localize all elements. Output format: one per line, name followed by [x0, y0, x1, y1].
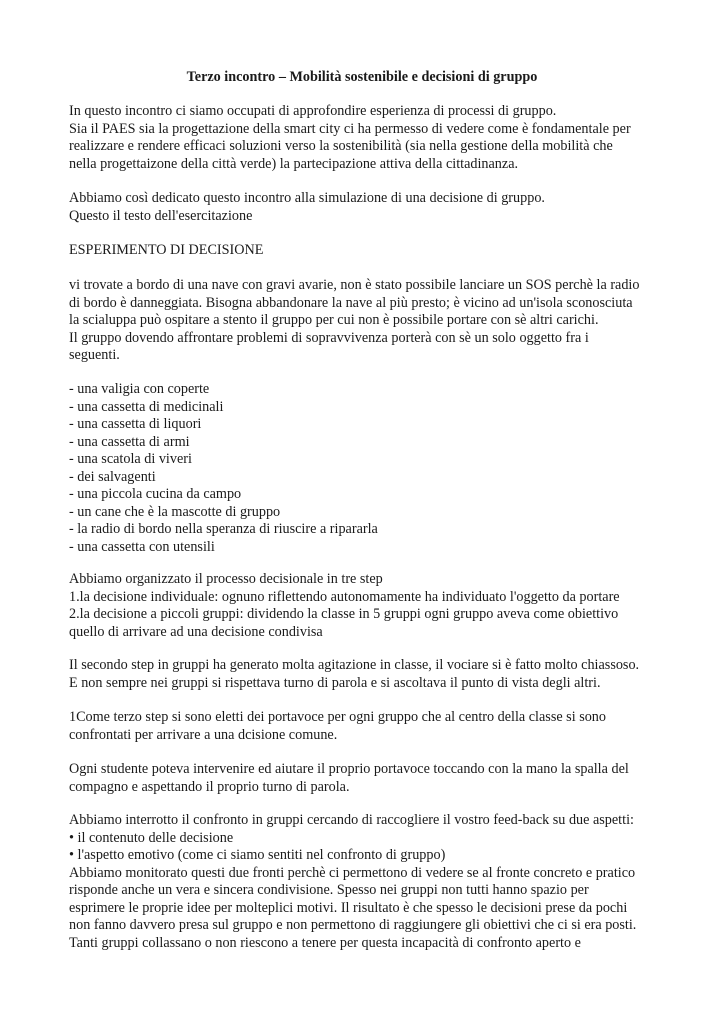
text-line: • il contenuto delle decisione [69, 829, 234, 846]
intro-paragraph [69, 103, 669, 173]
heading-text: ESPERIMENTO DI DECISIONE [69, 242, 264, 258]
text-line: realizzare e rendere efficaci soluzioni verso la sostenibilità (sia nella gestione della mobilità che [69, 138, 613, 154]
text-line: Abbiamo monitorato questi due fronti perchè ci permettono di vedere se al fronte concreto e pratico [69, 864, 636, 881]
text-line: Abbiamo così dedicato questo incontro alla simulazione di una decisione di gruppo. [69, 190, 545, 206]
list-item: - un cane che è la mascotte di gruppo [69, 503, 281, 520]
list-item: - una scatola di viveri [69, 451, 192, 467]
text-line: In questo incontro ci siamo occupati di approfondire esperienza di processi di gruppo. [69, 103, 557, 119]
text-line: non fanno davvero presa sul gruppo e non permettono di raggiungere gli obiettivi che ci si era posti. [69, 917, 637, 933]
text-line: compagno e aspettando il proprio turno di parola. [69, 778, 350, 795]
text-line: confrontati per arrivare a una dcisione comune. [69, 726, 338, 743]
list-item: - dei salvagenti [69, 468, 156, 485]
text-line: Ogni studente poteva intervenire ed aiutare il proprio portavoce toccando con la mano la spalla del [69, 761, 629, 777]
document-title: Terzo incontro – Mobilità sostenibile e decisioni di gruppo [186, 69, 538, 85]
students-paragraph [69, 761, 669, 796]
text-line: E non sempre nei gruppi si rispettava turno di parola e si ascoltava il punto di vista degli altri. [69, 674, 601, 691]
conclusion-paragraph [69, 812, 669, 952]
items-list [69, 381, 669, 556]
list-item: - una cassetta di liquori [69, 416, 202, 432]
scenario-paragraph [69, 277, 669, 365]
text-line: di bordo è danneggiata. Bisogna abbandonare la nave al più presto; è vicino ad un'isola sconosciuta [69, 294, 633, 311]
section-heading [69, 242, 669, 260]
third-step-paragraph [69, 709, 669, 744]
text-line: nella progettaizone della città verde) la partecipazione attiva della cittadinanza. [69, 155, 519, 172]
dedication-paragraph [69, 190, 669, 225]
text-line: 1.la decisione individuale: ognuno riflettendo autonomamente ha individuato l'oggetto da portare [69, 588, 620, 605]
text-line: 1Come terzo step si sono eletti dei portavoce per ogni gruppo che al centro della classe si sono [69, 709, 606, 725]
text-line: 2.la decisione a piccoli gruppi: dividendo la classe in 5 gruppi ogni gruppo aveva come obiettivo [69, 606, 619, 622]
text-line: Abbiamo interrotto il confronto in gruppi cercando di raccogliere il vostro feed-back su due aspetti: [69, 812, 634, 828]
text-line: la scialuppa può ospitare a stento il gruppo per cui non è possibile portare con sè altri carichi. [69, 312, 599, 328]
text-line: Questo il testo dell'esercitazione [69, 207, 253, 224]
text-line: Abbiamo organizzato il processo decisionale in tre step [69, 571, 383, 587]
text-line: risponde anche un vera e sincera condivisione. Spesso nei gruppi non tutti hanno spazio per [69, 882, 589, 898]
list-item: - una cassetta di medicinali [69, 398, 224, 415]
text-line: • l'aspetto emotivo (come ci siamo sentiti nel confronto di gruppo) [69, 847, 446, 863]
list-item: - una cassetta di armi [69, 433, 190, 450]
text-line: Sia il PAES sia la progettazione della smart city ci ha permesso di vedere come è fondamentale per [69, 120, 631, 137]
text-line: quello di arrivare ad una decisione condivisa [69, 623, 323, 640]
text-line: Il secondo step in gruppi ha generato molta agitazione in classe, il vociare si è fatto molto chiassoso. [69, 657, 640, 673]
list-item: - la radio di bordo nella speranza di riuscire a ripararla [69, 521, 378, 537]
text-line: Tanti gruppi collassano o non riescono a tenere per questa incapacità di confronto aperto e [69, 934, 581, 951]
steps-paragraph [69, 571, 669, 641]
text-line: vi trovate a bordo di una nave con gravi avarie, non è stato possibile lanciare un SOS perchè la radio [69, 277, 640, 293]
text-line: esprimere le proprie idee per molteplici motivi. Il risultato è che spesso le decisioni prese da pochi [69, 899, 628, 916]
second-step-paragraph [69, 657, 669, 692]
list-item: - una cassetta con utensili [69, 538, 215, 555]
list-item: - una piccola cucina da campo [69, 486, 242, 502]
text-line: seguenti. [69, 347, 120, 363]
text-line: Il gruppo dovendo affrontare problemi di sopravvivenza porterà con sè un solo oggetto fra i [69, 329, 589, 346]
list-item: - una valigia con coperte [69, 381, 210, 397]
